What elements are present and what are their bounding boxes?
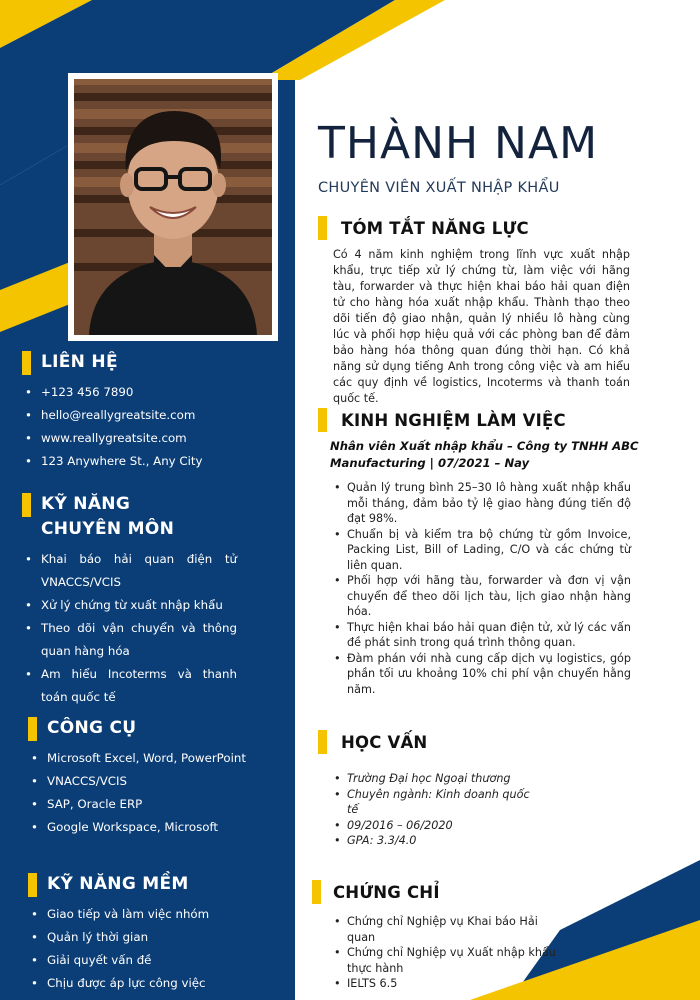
skills-list [22, 548, 237, 709]
list-item: • Chuẩn bị và kiểm tra bộ chứng từ gồm Invoice, Packing List, Bill of Lading, C/O và các chứng từ liên quan. [331, 527, 631, 574]
page-title: THÀNH NAM [318, 118, 599, 169]
tools-section [28, 716, 248, 839]
skills-title [41, 492, 174, 542]
list-item: • Xử lý chứng từ xuất nhập khẩu [22, 594, 237, 617]
list-item: • Microsoft Excel, Word, PowerPoint [28, 747, 248, 770]
list-item: • Thực hiện khai báo hải quan điện tử, xử lý các vấn đề phát sinh trong quá trình thông quan. [331, 620, 631, 651]
job-title: Nhân viên Xuất nhập khẩu – Công ty TNHH ABC Manufacturing | 07/2021 – Nay [330, 439, 639, 470]
list-item: • Quản lý trung bình 25–30 lô hàng xuất nhập khẩu mỗi tháng, đảm bảo tỷ lệ giao hàng đúng tiến độ đạt 98%. [331, 480, 631, 527]
skills-title-line1: KỸ NĂNG [41, 494, 131, 514]
list-item: • SAP, Oracle ERP [28, 793, 248, 816]
tools-list [28, 747, 248, 839]
skills-section [22, 492, 237, 709]
education-title: HỌC VẤN [341, 732, 428, 752]
heading-accent-bar [22, 351, 31, 375]
list-item: • Chịu được áp lực công việc [28, 972, 248, 995]
tools-heading [28, 716, 248, 741]
soft-skills-heading [28, 872, 248, 897]
list-item: • Đàm phán với nhà cung cấp dịch vụ logistics, góp phần tối ưu khoảng 10% chi phí vận chuyển hằng năm. [331, 651, 631, 698]
list-item: • GPA: 3.3/4.0 [331, 833, 531, 849]
heading-accent-bar [318, 408, 327, 432]
experience-title: KINH NGHIỆM LÀM VIỆC [341, 410, 566, 430]
list-item: • Trường Đại học Ngoại thương [331, 771, 531, 787]
list-item: • Quản lý thời gian [28, 926, 248, 949]
contact-phone[interactable]: • +123 456 7890 [22, 381, 272, 404]
list-item: • Theo dõi vận chuyển và thông quan hàng hóa [22, 617, 237, 663]
heading-accent-bar [318, 730, 327, 754]
profile-photo [68, 73, 278, 341]
soft-skills-list [28, 903, 248, 995]
job-role: CHUYÊN VIÊN XUẤT NHẬP KHẨU [318, 180, 560, 196]
heading-accent-bar [28, 873, 37, 897]
soft-skills-section [28, 872, 248, 995]
heading-accent-bar [312, 880, 321, 904]
certificates-list [331, 914, 561, 992]
contact-section [22, 350, 272, 473]
summary-heading [318, 216, 529, 240]
soft-skills-title: KỸ NĂNG MỀM [47, 874, 189, 894]
contact-address: • 123 Anywhere St., Any City [22, 450, 272, 473]
contact-title: LIÊN HỆ [41, 352, 118, 372]
education-heading [318, 730, 427, 754]
education-list [331, 771, 531, 849]
summary-text: Có 4 năm kinh nghiệm trong lĩnh vực xuất nhập khẩu, trực tiếp xử lý chứng từ, làm việc với hãng tàu, forwarder và thực hiện khai báo hải quan điện tử cho hàng hóa xuất nhập khẩu. Thành thạo theo dõi tiến độ giao nhận, quản lý nhiều lô hàng cùng lúc và phối hợp hiệu quả với các phòng ban để đảm bảo hàng hóa thông quan đúng thời hạn. Có khả năng sử dụng tiếng Anh trong công việc và am hiểu các quy định về logistics, Incoterms và thanh toán quốc tế. [333, 248, 630, 405]
skills-heading [22, 492, 237, 542]
heading-accent-bar [22, 493, 31, 517]
contact-email[interactable]: • hello@reallygreatsite.com [22, 404, 272, 427]
contact-list [22, 381, 272, 473]
summary-title: TÓM TẮT NĂNG LỰC [341, 218, 529, 238]
tools-title: CÔNG CỤ [47, 718, 137, 738]
list-item: • Giải quyết vấn đề [28, 949, 248, 972]
certificates-title: CHỨNG CHỈ [333, 882, 440, 902]
list-item: • Google Workspace, Microsoft [28, 816, 248, 839]
certificates-heading [312, 880, 440, 904]
list-item: • Chứng chỉ Nghiệp vụ Khai báo Hải quan [331, 914, 561, 945]
list-item: • Phối hợp với hãng tàu, forwarder và đơn vị vận chuyển để theo dõi lịch tàu, lịch giao nhận hàng hóa. [331, 573, 631, 620]
experience-list [331, 480, 631, 697]
list-item: • Am hiểu Incoterms và thanh toán quốc tế [22, 663, 237, 709]
contact-website[interactable]: • www.reallygreatsite.com [22, 427, 272, 450]
skills-title-line2: CHUYÊN MÔN [41, 519, 175, 539]
list-item: • Chuyên ngành: Kinh doanh quốc tế [331, 787, 531, 818]
list-item: • Khai báo hải quan điện tử VNACCS/VCIS [22, 548, 237, 594]
list-item: • Chứng chỉ Nghiệp vụ Xuất nhập khẩu thực hành [331, 945, 561, 976]
list-item: • 09/2016 – 06/2020 [331, 818, 531, 834]
heading-accent-bar [318, 216, 327, 240]
avatar [74, 79, 272, 335]
contact-heading [22, 350, 272, 375]
list-item: • IELTS 6.5 [331, 976, 561, 992]
heading-accent-bar [28, 717, 37, 741]
list-item: • Giao tiếp và làm việc nhóm [28, 903, 248, 926]
experience-heading [318, 408, 566, 432]
list-item: • VNACCS/VCIS [28, 770, 248, 793]
